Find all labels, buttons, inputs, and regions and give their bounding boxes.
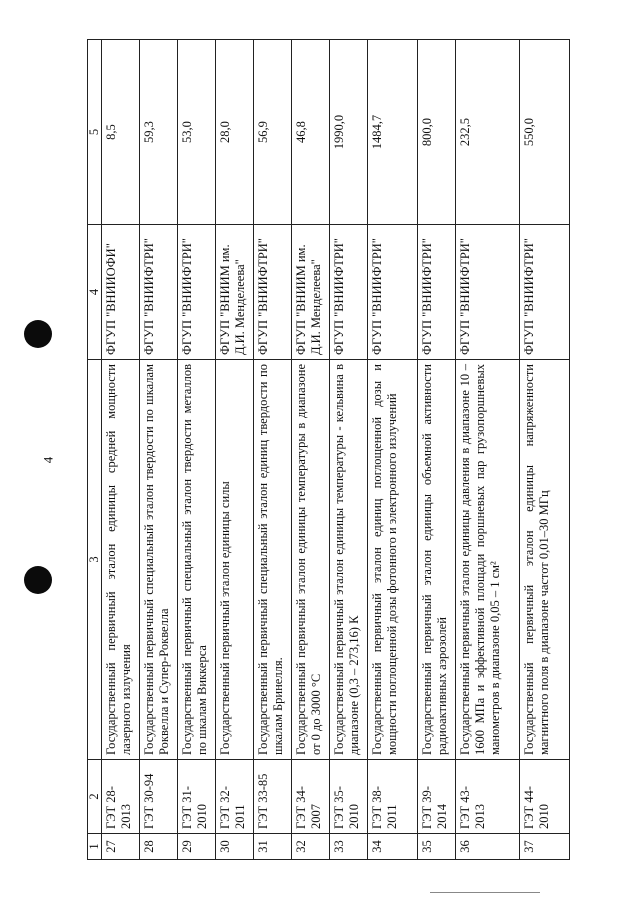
standard-description: Государственный первичный эталон единицы силы xyxy=(216,360,254,760)
standard-description: Государственный первичный специальный эталон твердости по шкалам Роквелла и Супер-Роквелла xyxy=(140,360,178,760)
row-number: 29 xyxy=(178,834,216,860)
organization: ФГУП "ВНИИФТРИ" xyxy=(520,225,570,360)
table-row xyxy=(102,40,140,860)
organization: ФГУП "ВНИИМ им. Д.И. Менделеева" xyxy=(292,225,330,360)
row-number: 28 xyxy=(140,834,178,860)
row-number: 30 xyxy=(216,834,254,860)
standard-description: Государственный первичный эталон единицы напряженности магнитного поля в диапазоне частот 0,01–30 МГц xyxy=(520,360,570,760)
standard-code: ГЭТ 33-85 xyxy=(254,760,292,834)
value: 232,5 xyxy=(456,40,520,225)
standard-description: Государственный первичный эталон единицы объемной активности радиоактивных аэрозолей xyxy=(418,360,456,760)
organization: ФГУП "ВНИИФТРИ" xyxy=(178,225,216,360)
table-row xyxy=(140,40,178,860)
punch-hole-top xyxy=(24,320,52,348)
row-number: 32 xyxy=(292,834,330,860)
page-number: 4 xyxy=(40,456,56,464)
header-col-3: 3 xyxy=(88,360,102,760)
row-number: 34 xyxy=(368,834,418,860)
table-row xyxy=(456,40,520,860)
standard-description: Государственный первичный специальный эталон единиц твердости по шкалам Бринелля. xyxy=(254,360,292,760)
standard-code: ГЭТ 44-2010 xyxy=(520,760,570,834)
standard-description: Государственный первичный эталон единицы давления в диапазоне 10 – 1600 МПа и эффективной площади поршневых пар грузопоршневых манометров в диапазоне 0,05 – 1 см² xyxy=(456,360,520,760)
table-row xyxy=(216,40,254,860)
row-number: 33 xyxy=(330,834,368,860)
standard-code: ГЭТ 43-2013 xyxy=(456,760,520,834)
scan-line xyxy=(430,892,540,893)
organization: ФГУП "ВНИИФТРИ" xyxy=(254,225,292,360)
standard-code: ГЭТ 35-2010 xyxy=(330,760,368,834)
organization: ФГУП "ВНИИФТРИ" xyxy=(368,225,418,360)
standard-code: ГЭТ 34-2007 xyxy=(292,760,330,834)
table-row xyxy=(368,40,418,860)
standards-table xyxy=(87,39,570,860)
value: 59,3 xyxy=(140,40,178,225)
organization: ФГУП "ВНИИФТРИ" xyxy=(418,225,456,360)
standard-description: Государственный первичный эталон единицы средней мощности лазерного излучения xyxy=(102,360,140,760)
row-number: 35 xyxy=(418,834,456,860)
value: 56,9 xyxy=(254,40,292,225)
row-number: 31 xyxy=(254,834,292,860)
standard-code: ГЭТ 31-2010 xyxy=(178,760,216,834)
value: 46,8 xyxy=(292,40,330,225)
table-row xyxy=(254,40,292,860)
row-number: 27 xyxy=(102,834,140,860)
organization: ФГУП "ВНИИФТРИ" xyxy=(330,225,368,360)
organization: ФГУП "ВНИИФТРИ" xyxy=(456,225,520,360)
value: 1990,0 xyxy=(330,40,368,225)
organization: ФГУП "ВНИИМ им. Д.И. Менделеева" xyxy=(216,225,254,360)
header-col-2: 2 xyxy=(88,760,102,834)
standard-code: ГЭТ 38-2011 xyxy=(368,760,418,834)
standard-code: ГЭТ 30-94 xyxy=(140,760,178,834)
table-row xyxy=(330,40,368,860)
header-row xyxy=(88,40,102,860)
row-number: 36 xyxy=(456,834,520,860)
table-row xyxy=(292,40,330,860)
value: 800,0 xyxy=(418,40,456,225)
standard-description: Государственный первичный специальный эталон твердости металлов по шкалам Виккерса xyxy=(178,360,216,760)
value: 550,0 xyxy=(520,40,570,225)
standard-code: ГЭТ 32-2011 xyxy=(216,760,254,834)
value: 8,5 xyxy=(102,40,140,225)
row-number: 37 xyxy=(520,834,570,860)
value: 28,0 xyxy=(216,40,254,225)
standard-description: Государственный первичный эталон единицы температуры - кельвина в диапазоне (0,3 – 273,16) К xyxy=(330,360,368,760)
header-col-1: 1 xyxy=(88,834,102,860)
header-col-4: 4 xyxy=(88,225,102,360)
standard-description: Государственный первичный эталон единицы температуры в диапазоне от 0 до 3000 °С xyxy=(292,360,330,760)
header-col-5: 5 xyxy=(88,40,102,225)
standard-description: Государственный первичный эталон единиц поглощенной дозы и мощности поглощенной дозы фотонного и электронного излучений xyxy=(368,360,418,760)
rotated-table-container xyxy=(87,40,640,860)
value: 53,0 xyxy=(178,40,216,225)
standard-code: ГЭТ 39-2014 xyxy=(418,760,456,834)
table-row xyxy=(178,40,216,860)
organization: ФГУП "ВНИИОФИ" xyxy=(102,225,140,360)
punch-hole-bottom xyxy=(24,566,52,594)
organization: ФГУП "ВНИИФТРИ" xyxy=(140,225,178,360)
value: 1484,7 xyxy=(368,40,418,225)
table-row xyxy=(520,40,570,860)
table-row xyxy=(418,40,456,860)
standard-code: ГЭТ 28-2013 xyxy=(102,760,140,834)
